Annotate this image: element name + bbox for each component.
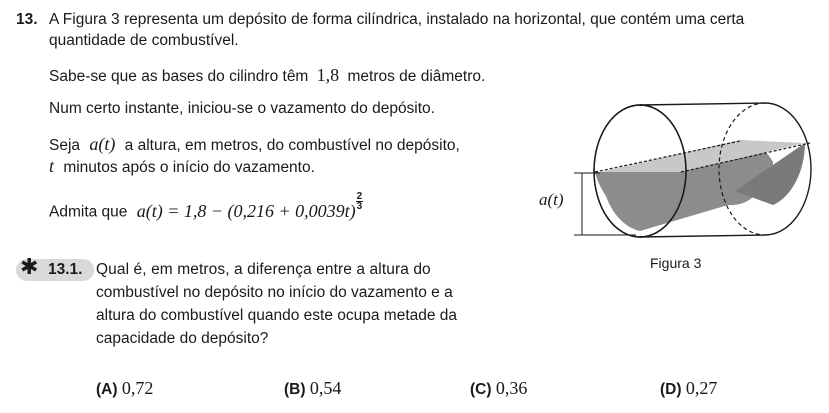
bottom-edge [640, 235, 765, 237]
time-variable: t [49, 156, 55, 176]
option-b-letter: (B) [284, 381, 306, 398]
question-number: 13. [16, 11, 38, 28]
subquestion-number: 13.1. [48, 261, 83, 278]
option-a-value: 0,72 [121, 378, 154, 398]
option-d-letter: (D) [660, 381, 682, 398]
figure-height-label: a(t) [539, 190, 564, 209]
figure-caption: Figura 3 [650, 255, 702, 271]
diameter-text-post: metros de diâmetro. [347, 68, 486, 85]
paragraph-definition-cont [49, 156, 315, 177]
diameter-value: 1,8 [316, 65, 340, 85]
top-edge [640, 103, 765, 105]
star-icon: ✱ [20, 255, 39, 280]
option-d[interactable] [660, 378, 717, 399]
function-symbol: a(t) [89, 134, 116, 154]
subquestion-line4: capacidade do depósito? [96, 330, 269, 347]
definition-text-pre: Seja [49, 137, 81, 154]
option-b[interactable] [284, 378, 341, 399]
paragraph-diameter [49, 65, 485, 86]
question-intro-line1: A Figura 3 representa um depósito de forma cilíndrica, instalado na horizontal, que contém uma certa [49, 11, 745, 28]
option-c-letter: (C) [470, 381, 492, 398]
definition-cont-text: minutos após o início do vazamento. [63, 159, 315, 176]
option-b-value: 0,54 [309, 378, 342, 398]
formula-exponent [356, 192, 364, 211]
paragraph-leak: Num certo instante, iniciou-se o vazamento do depósito. [49, 100, 435, 117]
question-intro-line2: quantidade de combustível. [49, 32, 239, 49]
subquestion-line1: Qual é, em metros, a diferença entre a altura do [96, 261, 431, 278]
option-d-value: 0,27 [685, 378, 718, 398]
cylinder-figure [560, 95, 820, 245]
formula: a(t) = 1,8 − (0,216 + 0,0039t) [136, 200, 356, 221]
definition-text-post: a altura, em metros, do combustível no depósito, [124, 137, 460, 154]
diameter-text-pre: Sabe-se que as bases do cilindro têm [49, 68, 309, 85]
option-c-value: 0,36 [495, 378, 528, 398]
paragraph-formula [49, 192, 363, 222]
subquestion-line2: combustível no depósito no início do vazamento e a [96, 284, 453, 301]
paragraph-definition [49, 134, 460, 155]
exponent-denominator: 3 [356, 201, 363, 212]
option-a[interactable] [96, 378, 153, 399]
exponent-numerator: 2 [356, 191, 363, 202]
formula-text-pre: Admita que [49, 203, 128, 221]
option-c[interactable] [470, 378, 527, 399]
option-a-letter: (A) [96, 381, 118, 398]
subquestion-line3: altura do combustível quando este ocupa metade da [96, 307, 458, 324]
